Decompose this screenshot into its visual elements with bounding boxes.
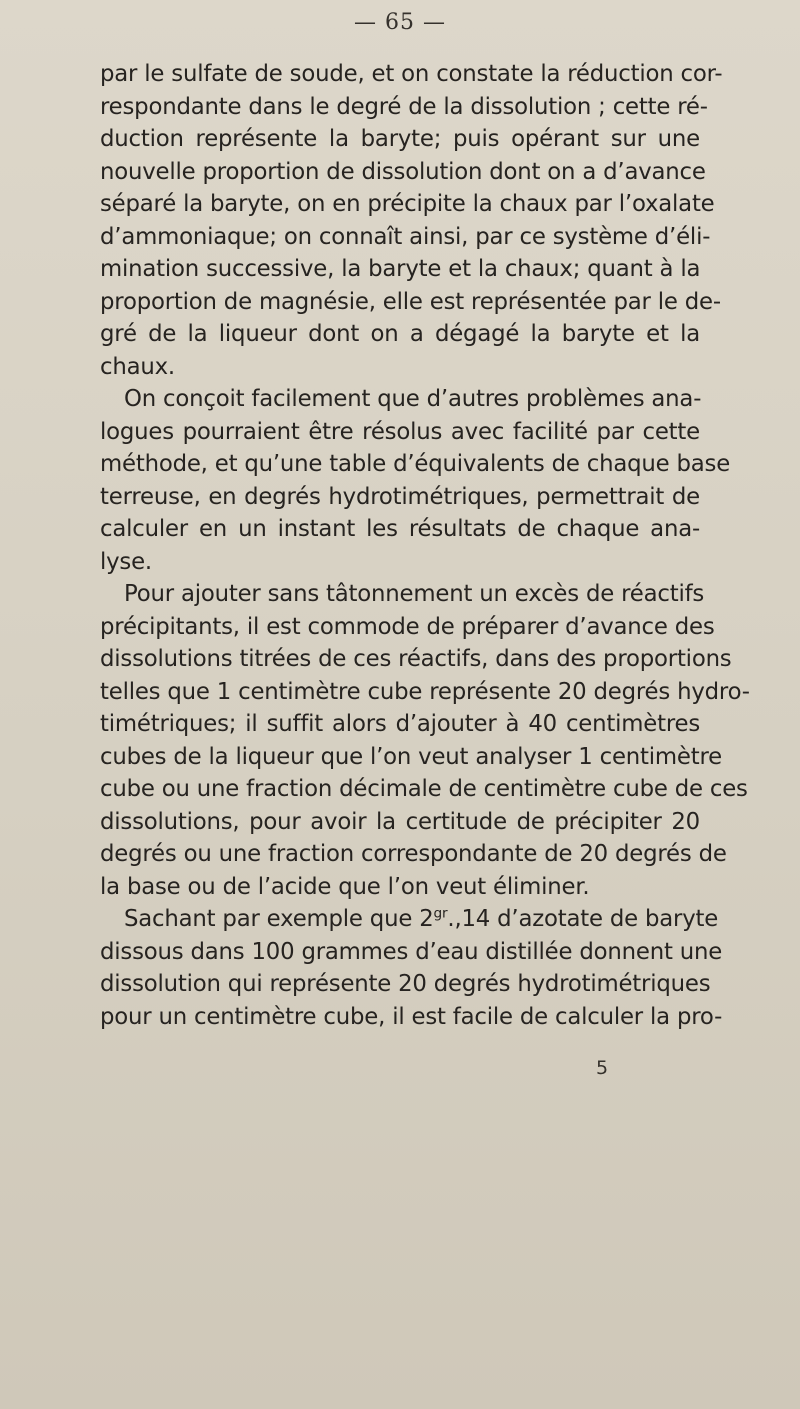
text-line: duction représente la baryte; puis opérant sur une xyxy=(100,126,700,152)
text-line: lyse. xyxy=(100,548,152,575)
paragraph-start-line xyxy=(100,903,719,936)
text-line: dissolutions, pour avoir la certitude de précipiter 20 xyxy=(100,808,700,835)
body-text xyxy=(100,58,750,1033)
paragraph-start-line: On conçoit facilement que d’autres problèmes ana- xyxy=(124,386,702,412)
text-line: d’ammoniaque; on connaît ainsi, par ce système d’éli- xyxy=(100,223,711,250)
text-line: timétriques; il suffit alors d’ajouter à 40 centimètres xyxy=(100,711,700,737)
text-line: gré de la liqueur dont on a dégagé la baryte et la xyxy=(100,321,700,347)
text-line: cubes de la liqueur que l’on veut analyser 1 centimètre xyxy=(100,743,722,770)
page-number: — 65 — xyxy=(354,10,446,35)
text-line: telles que 1 centimètre cube représente 20 degrés hydro- xyxy=(100,678,750,705)
text-line: chaux. xyxy=(100,353,175,380)
text-line: dissolution qui représente 20 degrés hydrotimétriques xyxy=(100,971,711,997)
signature-mark: 5 xyxy=(596,1057,609,1079)
text-line: degrés ou une fraction correspondante de 20 degrés de xyxy=(100,841,727,867)
text-line: terreuse, en degrés hydrotimétriques, permettrait de xyxy=(100,483,700,510)
text-line: dissolutions titrées de ces réactifs, dans des proportions xyxy=(100,646,732,672)
text-line: méthode, et qu’une table d’équivalents de chaque base xyxy=(100,451,731,477)
paragraph-start-line: Pour ajouter sans tâtonnement un excès de réactifs xyxy=(124,581,705,607)
text-line: précipitants, il est commode de préparer d’avance des xyxy=(100,613,715,640)
text-line: proportion de magnésie, elle est représentée par le de- xyxy=(100,288,721,315)
text-line: pour un centimètre cube, il est facile de calculer la pro- xyxy=(100,1003,723,1030)
text-fragment: Sachant par exemple que 2 xyxy=(124,906,434,932)
text-line: logues pourraient être résolus avec facilité par cette xyxy=(100,418,700,445)
text-line: par le sulfate de soude, et on constate la réduction cor- xyxy=(100,61,723,87)
text-line: mination successive, la baryte et la chaux; quant à la xyxy=(100,256,701,282)
text-line: nouvelle proportion de dissolution dont on a d’avance xyxy=(100,158,706,185)
text-line: la base ou de l’acide que l’on veut éliminer. xyxy=(100,873,590,900)
superscript-unit: gr xyxy=(433,905,448,922)
text-line: dissous dans 100 grammes d’eau distillée donnent une xyxy=(100,938,723,965)
text-fragment: .,14 d’azotate de baryte xyxy=(447,906,719,932)
text-line: cube ou une fraction décimale de centimètre cube de ces xyxy=(100,776,748,802)
text-line: calculer en un instant les résultats de chaque ana- xyxy=(100,516,700,542)
text-line: séparé la baryte, on en précipite la chaux par l’oxalate xyxy=(100,191,715,217)
text-line: respondante dans le degré de la dissolution ; cette ré- xyxy=(100,93,708,120)
